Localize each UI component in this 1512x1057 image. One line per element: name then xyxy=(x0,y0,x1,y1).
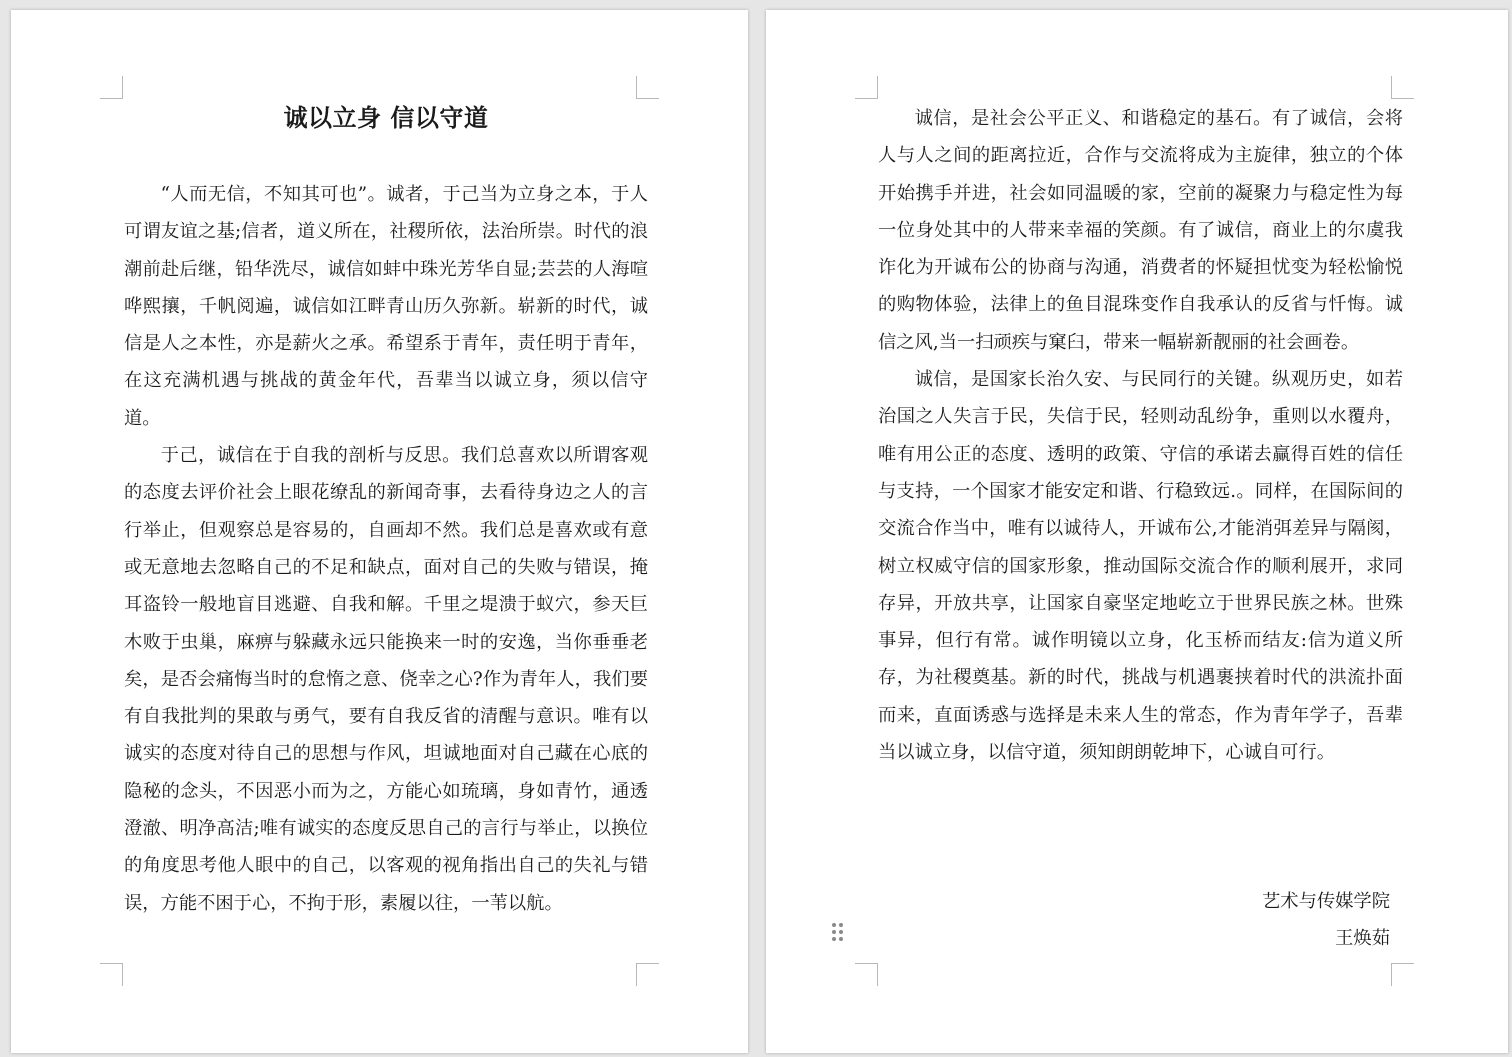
page-2-body[interactable] xyxy=(878,100,1403,771)
drag-dot xyxy=(832,937,836,941)
paragraph[interactable]: 诚信，是社会公平正义、和谐稳定的基石。有了诚信，会将人与人之间的距离拉近，合作与交流将成为主旋律，独立的个体开始携手并进，社会如同温暖的家，空前的凝聚力与稳定性为每一位身处其中的人带来幸福的笑颜。有了诚信，商业上的尔虞我诈化为开诚布公的协商与沟通，消费者的怀疑担忧变为轻松愉悦的购物体验，法律上的鱼目混珠变作自我承认的反省与忏悔。诚信之风,当一扫顽疾与窠臼，带来一幅崭新靓丽的社会画卷。 xyxy=(878,108,1403,353)
margin-corner-top-left xyxy=(100,76,123,99)
drag-dot xyxy=(832,930,836,934)
paragraph[interactable]: “人而无信，不知其可也”。诚者，于己当为立身之本，于人可谓友谊之基;信者，道义所在，社稷所依，法治所崇。时代的浪潮前赴后继，铅华洗尽，诚信如蚌中珠光芳华自显;芸芸的人海喧哗熙攘，千帆阅遍，诚信如江畔青山历久弥新。崭新的时代，诚信是人之本性，亦是薪火之承。希望系于青年，责任明于青年，在这充满机遇与挑战的黄金年代，吾辈当以诚立身，须以信守道。 xyxy=(124,184,648,429)
document-page-2 xyxy=(766,10,1508,1053)
margin-corner-bottom-right xyxy=(636,963,659,986)
margin-corner-bottom-left xyxy=(100,963,123,986)
drag-dot xyxy=(832,923,836,927)
margin-corner-top-right xyxy=(1391,76,1414,99)
paragraph[interactable]: 于己，诚信在于自我的剖析与反思。我们总喜欢以所谓客观的态度去评价社会上眼花缭乱的新闻奇事，去看待身边之人的言行举止，但观察总是容易的，自画却不然。我们总是喜欢或有意或无意地去忽略自己的不足和缺点，面对自己的失败与错误，掩耳盗铃一般地盲目逃避、自我和解。千里之堤溃于蚁穴，参天巨木败于虫巢，麻痹与躲藏永远只能换来一时的安逸，当你垂垂老矣，是否会痛悔当时的怠惰之意、侥幸之心?作为青年人，我们要有自我批判的果敢与勇气，要有自我反省的清醒与意识。唯有以诚实的态度对待自己的思想与作风，坦诚地面对自己藏在心底的隐秘的念头，不因恶小而为之，方能心如琉璃，身如青竹，通透澄澈、明净高洁;唯有诚实的态度反思自己的言行与举止，以换位的角度思考他人眼中的自己，以客观的视角指出自己的失礼与错误，方能不困于心，不拘于形，素履以往，一苇以航。 xyxy=(124,445,648,914)
drag-dot xyxy=(839,930,843,934)
margin-corner-top-left xyxy=(855,76,878,99)
margin-corner-bottom-left xyxy=(855,963,878,986)
drag-dot xyxy=(839,937,843,941)
signature-name[interactable]: 王焕茹 xyxy=(1335,928,1390,949)
margin-corner-top-right xyxy=(636,76,659,99)
paragraph[interactable]: 诚信，是国家长治久安、与民同行的关键。纵观历史，如若治国之人失言于民，失信于民，轻则动乱纷争，重则以水覆舟，唯有用公正的态度、透明的政策、守信的承诺去赢得百姓的信任与支持，一个国家才能安定和谐、行稳致远.。同样，在国际间的交流合作当中，唯有以诚待人，开诚布公,才能消弭差异与隔阂，树立权威守信的国家形象，推动国际交流合作的顺利展开，求同存异，开放共享，让国家自豪坚定地屹立于世界民族之林。世殊事异，但行有常。诚作明镜以立身，化玉桥而结友:信为道义所存，为社稷奠基。新的时代，挑战与机遇裹挟着时代的洪流扑面而来，直面诱惑与选择是未来人生的常态，作为青年学子，吾辈当以诚立身，以信守道，须知朗朗乾坤下，心诚自可行。 xyxy=(878,369,1403,764)
page-1-body[interactable] xyxy=(124,176,648,922)
drag-handle-icon[interactable] xyxy=(832,923,844,943)
drag-dot xyxy=(839,923,843,927)
margin-corner-bottom-right xyxy=(1391,963,1414,986)
signature-school[interactable]: 艺术与传媒学院 xyxy=(1262,891,1390,912)
document-page-1 xyxy=(11,10,748,1053)
document-title[interactable]: 诚以立身 信以守道 xyxy=(283,104,489,132)
